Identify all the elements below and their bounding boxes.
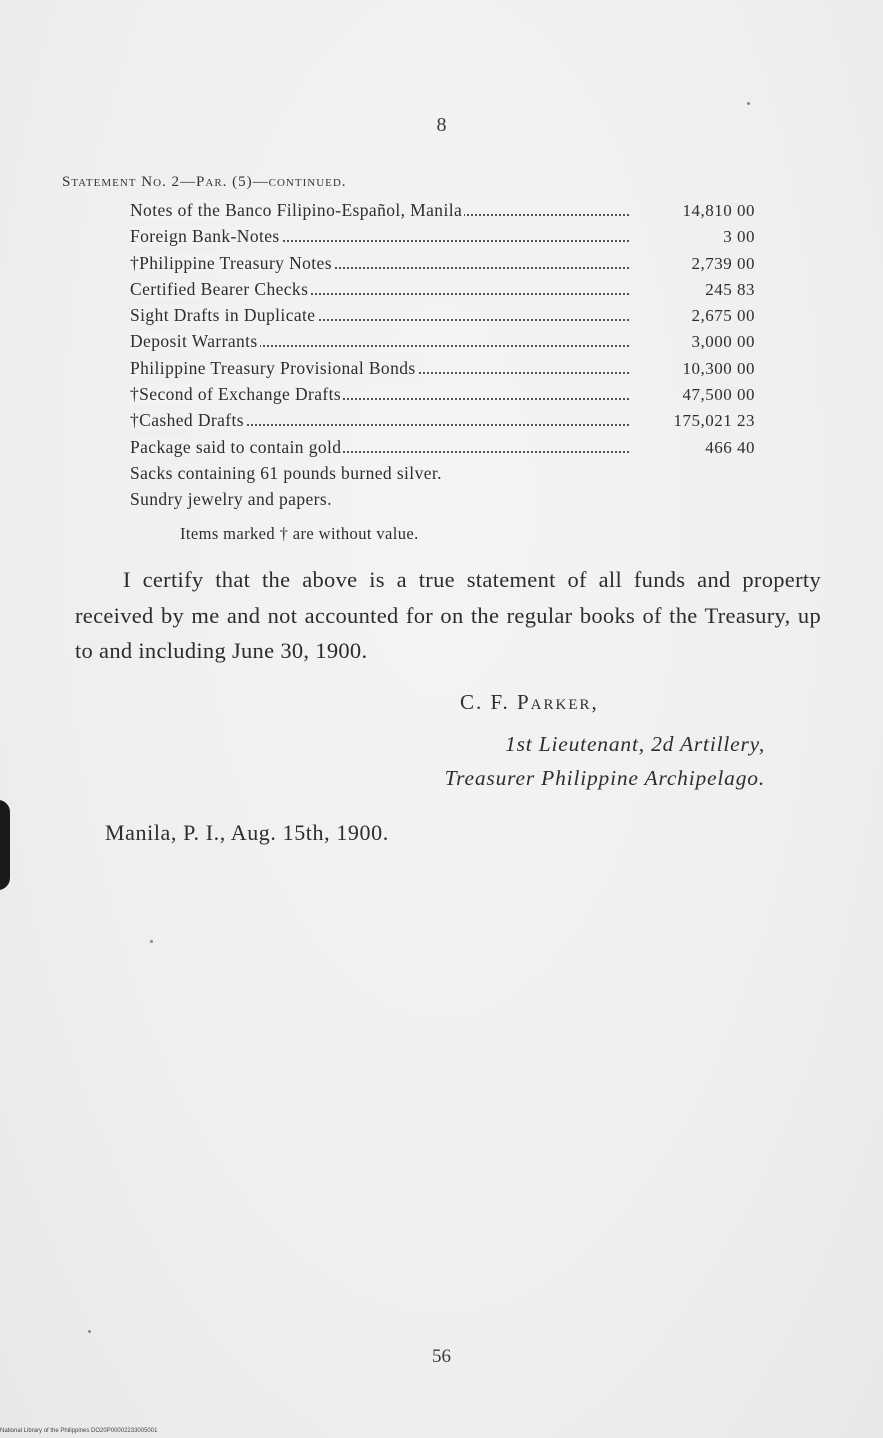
entry-label: Deposit Warrants bbox=[130, 331, 258, 352]
entry-amount: 175,021 23 bbox=[673, 411, 755, 431]
paper-speck bbox=[88, 1330, 91, 1333]
entry-amount: 3,000 00 bbox=[691, 332, 755, 352]
entry-amount: 14,810 00 bbox=[682, 201, 755, 220]
entry-row bbox=[130, 200, 755, 226]
entry-row bbox=[130, 226, 755, 252]
entry-label: †Cashed Drafts bbox=[130, 410, 244, 431]
entry-row bbox=[130, 358, 755, 384]
entry-amount: 245 83 bbox=[705, 279, 755, 299]
entry-amount: 466 40 bbox=[705, 437, 755, 457]
entry-amount: 3 00 bbox=[723, 227, 755, 247]
entry-label: Philippine Treasury Provisional Bonds bbox=[130, 357, 416, 378]
entry-row bbox=[130, 410, 755, 436]
paper-speck bbox=[150, 940, 153, 943]
entry-row bbox=[130, 305, 755, 331]
footnote: Items marked † are without value. bbox=[180, 524, 419, 543]
entry-label: Foreign Bank-Notes bbox=[130, 226, 280, 247]
signer-title-office: Treasurer Philippine Archipelago. bbox=[444, 766, 765, 790]
entry-label: †Philippine Treasury Notes bbox=[130, 252, 332, 273]
entry-label: Package said to contain gold bbox=[130, 436, 342, 457]
entry-label: Certified Bearer Checks bbox=[130, 278, 309, 299]
page-number-top: 8 bbox=[436, 114, 447, 136]
certification-paragraph: I certify that the above is a true statement of all funds and property received by me and not accounted for on the regular books of the Treasury, up to and including June 30, 1900. bbox=[75, 567, 821, 663]
entry-row bbox=[130, 253, 755, 279]
entry-row bbox=[130, 384, 755, 410]
statement-entries bbox=[130, 200, 755, 516]
entry-label: †Second of Exchange Drafts bbox=[130, 384, 342, 405]
entry-row bbox=[130, 279, 755, 305]
entry-amount: 47,500 00 bbox=[682, 385, 755, 405]
entry-row bbox=[130, 437, 755, 463]
signer-name: C. F. Parker, bbox=[460, 690, 599, 714]
entry-amount: 2,675 00 bbox=[691, 306, 755, 326]
entry-label: Notes of the Banco Filipino-Español, Manila bbox=[130, 200, 463, 220]
library-footer: National Library of the Philippines DO20P00002233005001 bbox=[0, 1428, 158, 1434]
plain-entry: Sacks containing 61 pounds burned silver. bbox=[130, 462, 442, 483]
plain-entry: Sundry jewelry and papers. bbox=[130, 489, 332, 510]
entry-amount: 2,739 00 bbox=[691, 253, 755, 273]
signer-title-rank: 1st Lieutenant, 2d Artillery, bbox=[505, 732, 765, 756]
paper-speck bbox=[747, 102, 750, 105]
binding-edge-mark bbox=[0, 800, 10, 890]
place-date: Manila, P. I., Aug. 15th, 1900. bbox=[105, 820, 389, 845]
entry-label: Sight Drafts in Duplicate bbox=[130, 305, 316, 326]
entry-row bbox=[130, 331, 755, 357]
page-number-bottom: 56 bbox=[432, 1346, 451, 1367]
statement-heading: Statement No. 2—Par. (5)—continued. bbox=[62, 174, 347, 190]
entry-amount: 10,300 00 bbox=[682, 358, 755, 378]
